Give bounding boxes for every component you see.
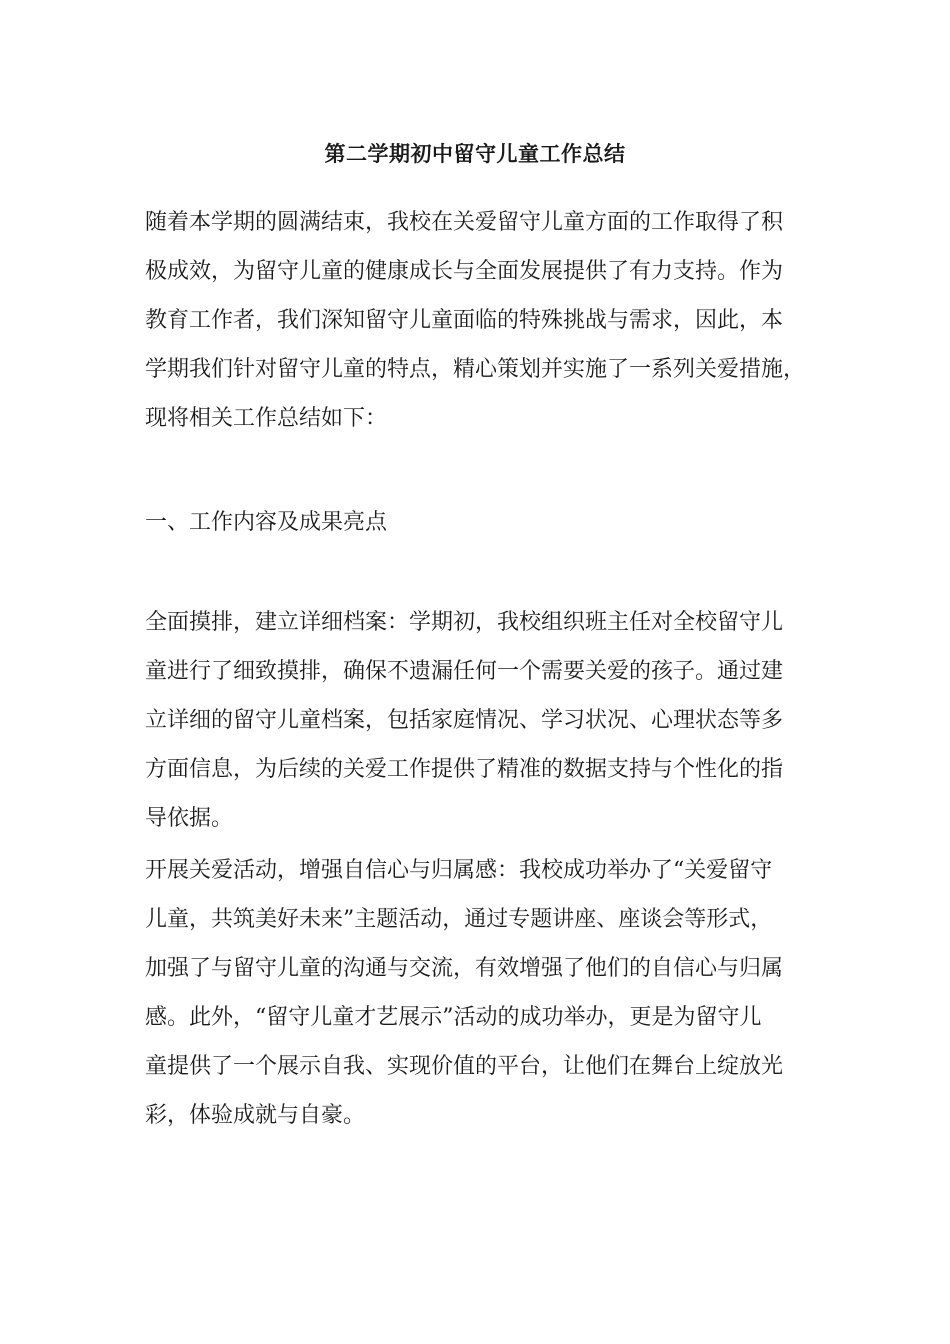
document-title: 第二学期初中留守儿童工作总结: [324, 142, 626, 166]
text-line: 彩，体验成就与自豪。: [145, 1103, 366, 1128]
text-line: 教育工作者，我们深知留守儿童面临的特殊挑战与需求，因此，本: [145, 308, 784, 333]
text-line: 极成效，为留守儿童的健康成长与全面发展提供了有力支持。作为: [145, 259, 784, 284]
text-line: 全面摸排，建立详细档案：学期初，我校组织班主任对全校留守儿: [145, 610, 784, 635]
intro-paragraph: [145, 198, 813, 443]
text-line: 立详细的留守儿童档案，包括家庭情况、学习状况、心理状态等多: [145, 708, 784, 733]
section-heading: [145, 498, 813, 547]
text-line: 学期我们针对留守儿童的特点，精心策划并实施了一系列关爱措施，: [145, 357, 806, 382]
text-line: 导依据。: [145, 806, 234, 831]
text-line: 童提供了一个展示自我、实现价值的平台，让他们在舞台上绽放光: [145, 1054, 784, 1079]
text-line: 感。此外，“留守儿童才艺展示”活动的成功举办，更是为留守儿: [145, 1005, 762, 1030]
text-line: 方面信息，为后续的关爱工作提供了精准的数据支持与个性化的指: [145, 757, 784, 782]
text-line: 开展关爱活动，增强自信心与归属感：我校成功举办了“关爱留守: [145, 858, 773, 883]
paragraph-activities: [145, 846, 813, 1140]
text-line: 儿童，共筑美好未来”主题活动，通过专题讲座、座谈会等形式，: [145, 907, 773, 932]
text-line: 现将相关工作总结如下：: [145, 406, 388, 431]
section-heading-text: 一、工作内容及成果亮点: [145, 510, 388, 535]
text-line: 童进行了细致摸排，确保不遗漏任何一个需要关爱的孩子。通过建: [145, 659, 784, 684]
text-line: 随着本学期的圆满结束，我校在关爱留守儿童方面的工作取得了积: [145, 210, 784, 235]
paragraph-archive: [145, 598, 813, 843]
text-line: 加强了与留守儿童的沟通与交流，有效增强了他们的自信心与归属: [145, 956, 784, 981]
